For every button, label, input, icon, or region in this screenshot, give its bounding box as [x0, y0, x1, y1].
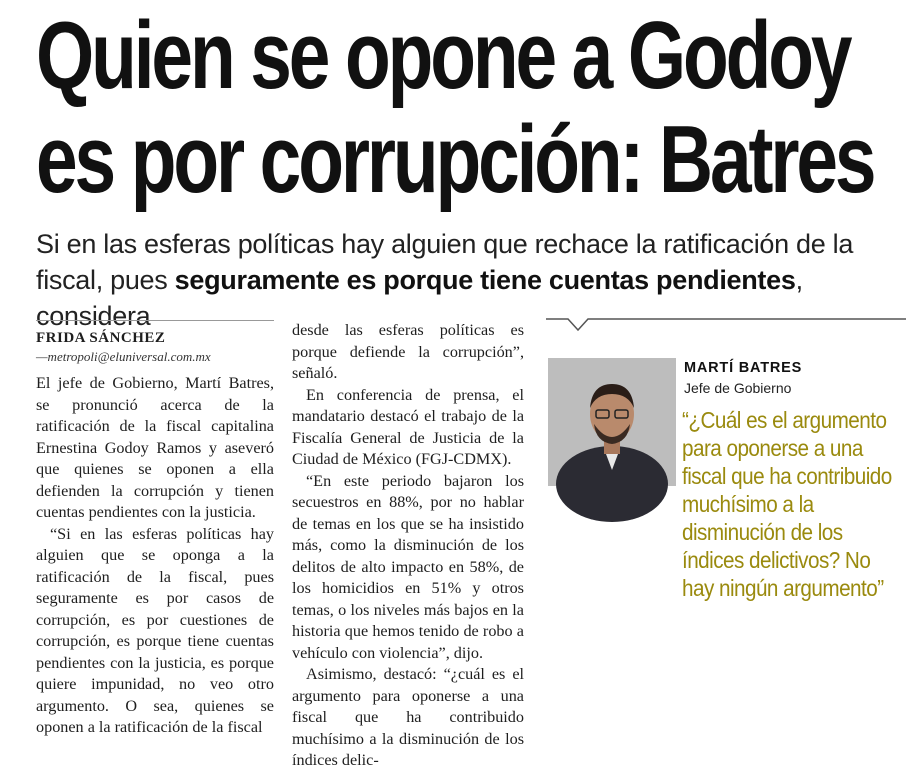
author-byline: FRIDA SÁNCHEZ — [36, 320, 274, 347]
pull-quote-text: “¿Cuál es el argumento para oponerse a una fiscal que ha contribuido muchísimo a la disminución de los índices delictivos? No hay ningún argumento” — [682, 407, 892, 601]
paragraph: “Si en las esferas políticas hay alguien que se oponga a la ratificación de la fiscal, pues seguramente es por casos de corrupción, es por cuestiones de corrupción, es porque tiene cuentas pendientes con la justicia, es porque quiere impunidad, no veo otro argumento. O sea, quienes se oponen a la ratificación de la fiscal — [36, 524, 274, 736]
subhead-text-2: , considera — [36, 265, 803, 331]
speaker-photo — [548, 358, 676, 486]
paragraph: En conferencia de prensa, el mandatario destacó el trabajo de la Fiscalía General de Justicia de la Ciudad de México (FGJ-CDMX). — [292, 385, 524, 468]
speaker-role: Jefe de Gobierno — [684, 380, 792, 396]
article-column-1 — [36, 320, 274, 739]
headline-line-1: Quien se opone a Godoy — [36, 2, 850, 109]
paragraph: desde las esferas políticas es porque defiende la corrupción”, señaló. — [292, 321, 524, 382]
quote-border-line — [546, 318, 906, 338]
speaker-name: MARTÍ BATRES — [684, 360, 803, 376]
paragraph: “En este periodo bajaron los secuestros en 88%, por no hablar de temas en los que se ha insistido más, como la disminución de los delitos de alto impacto en 58%, de los homicidios en 51% y otros temas, o los niveles más bajos en la historia que hemos tenido de robo a vehículo con violencia”, dijo. — [292, 471, 524, 662]
article-column-2 — [292, 320, 524, 772]
pull-quote-box — [546, 318, 906, 618]
headline-line-2: es por corrupción: Batres — [36, 106, 874, 213]
person-portrait-icon — [548, 358, 676, 486]
headline — [36, 2, 874, 213]
author-email: —metropoli@eluniversal.com.mx — [36, 349, 211, 364]
subhead-bold: seguramente es porque tiene cuentas pendientes — [174, 265, 796, 295]
paragraph: El jefe de Gobierno, Martí Batres, se pronunció acerca de la ratificación de la fiscal capitalina Ernestina Godoy Ramos y aseveró que quienes se oponen a ella defienden la corrupción y tienen cuentas pendientes con la justicia. — [36, 374, 274, 521]
paragraph: Asimismo, destacó: “¿cuál es el argumento para oponerse a una fiscal que ha contribuido muchísimo a la disminución de los índices delic- — [292, 665, 524, 769]
subhead-text-1: Si en las esferas políticas hay alguien que rechace la ratificación de la fiscal, pues — [36, 229, 854, 295]
